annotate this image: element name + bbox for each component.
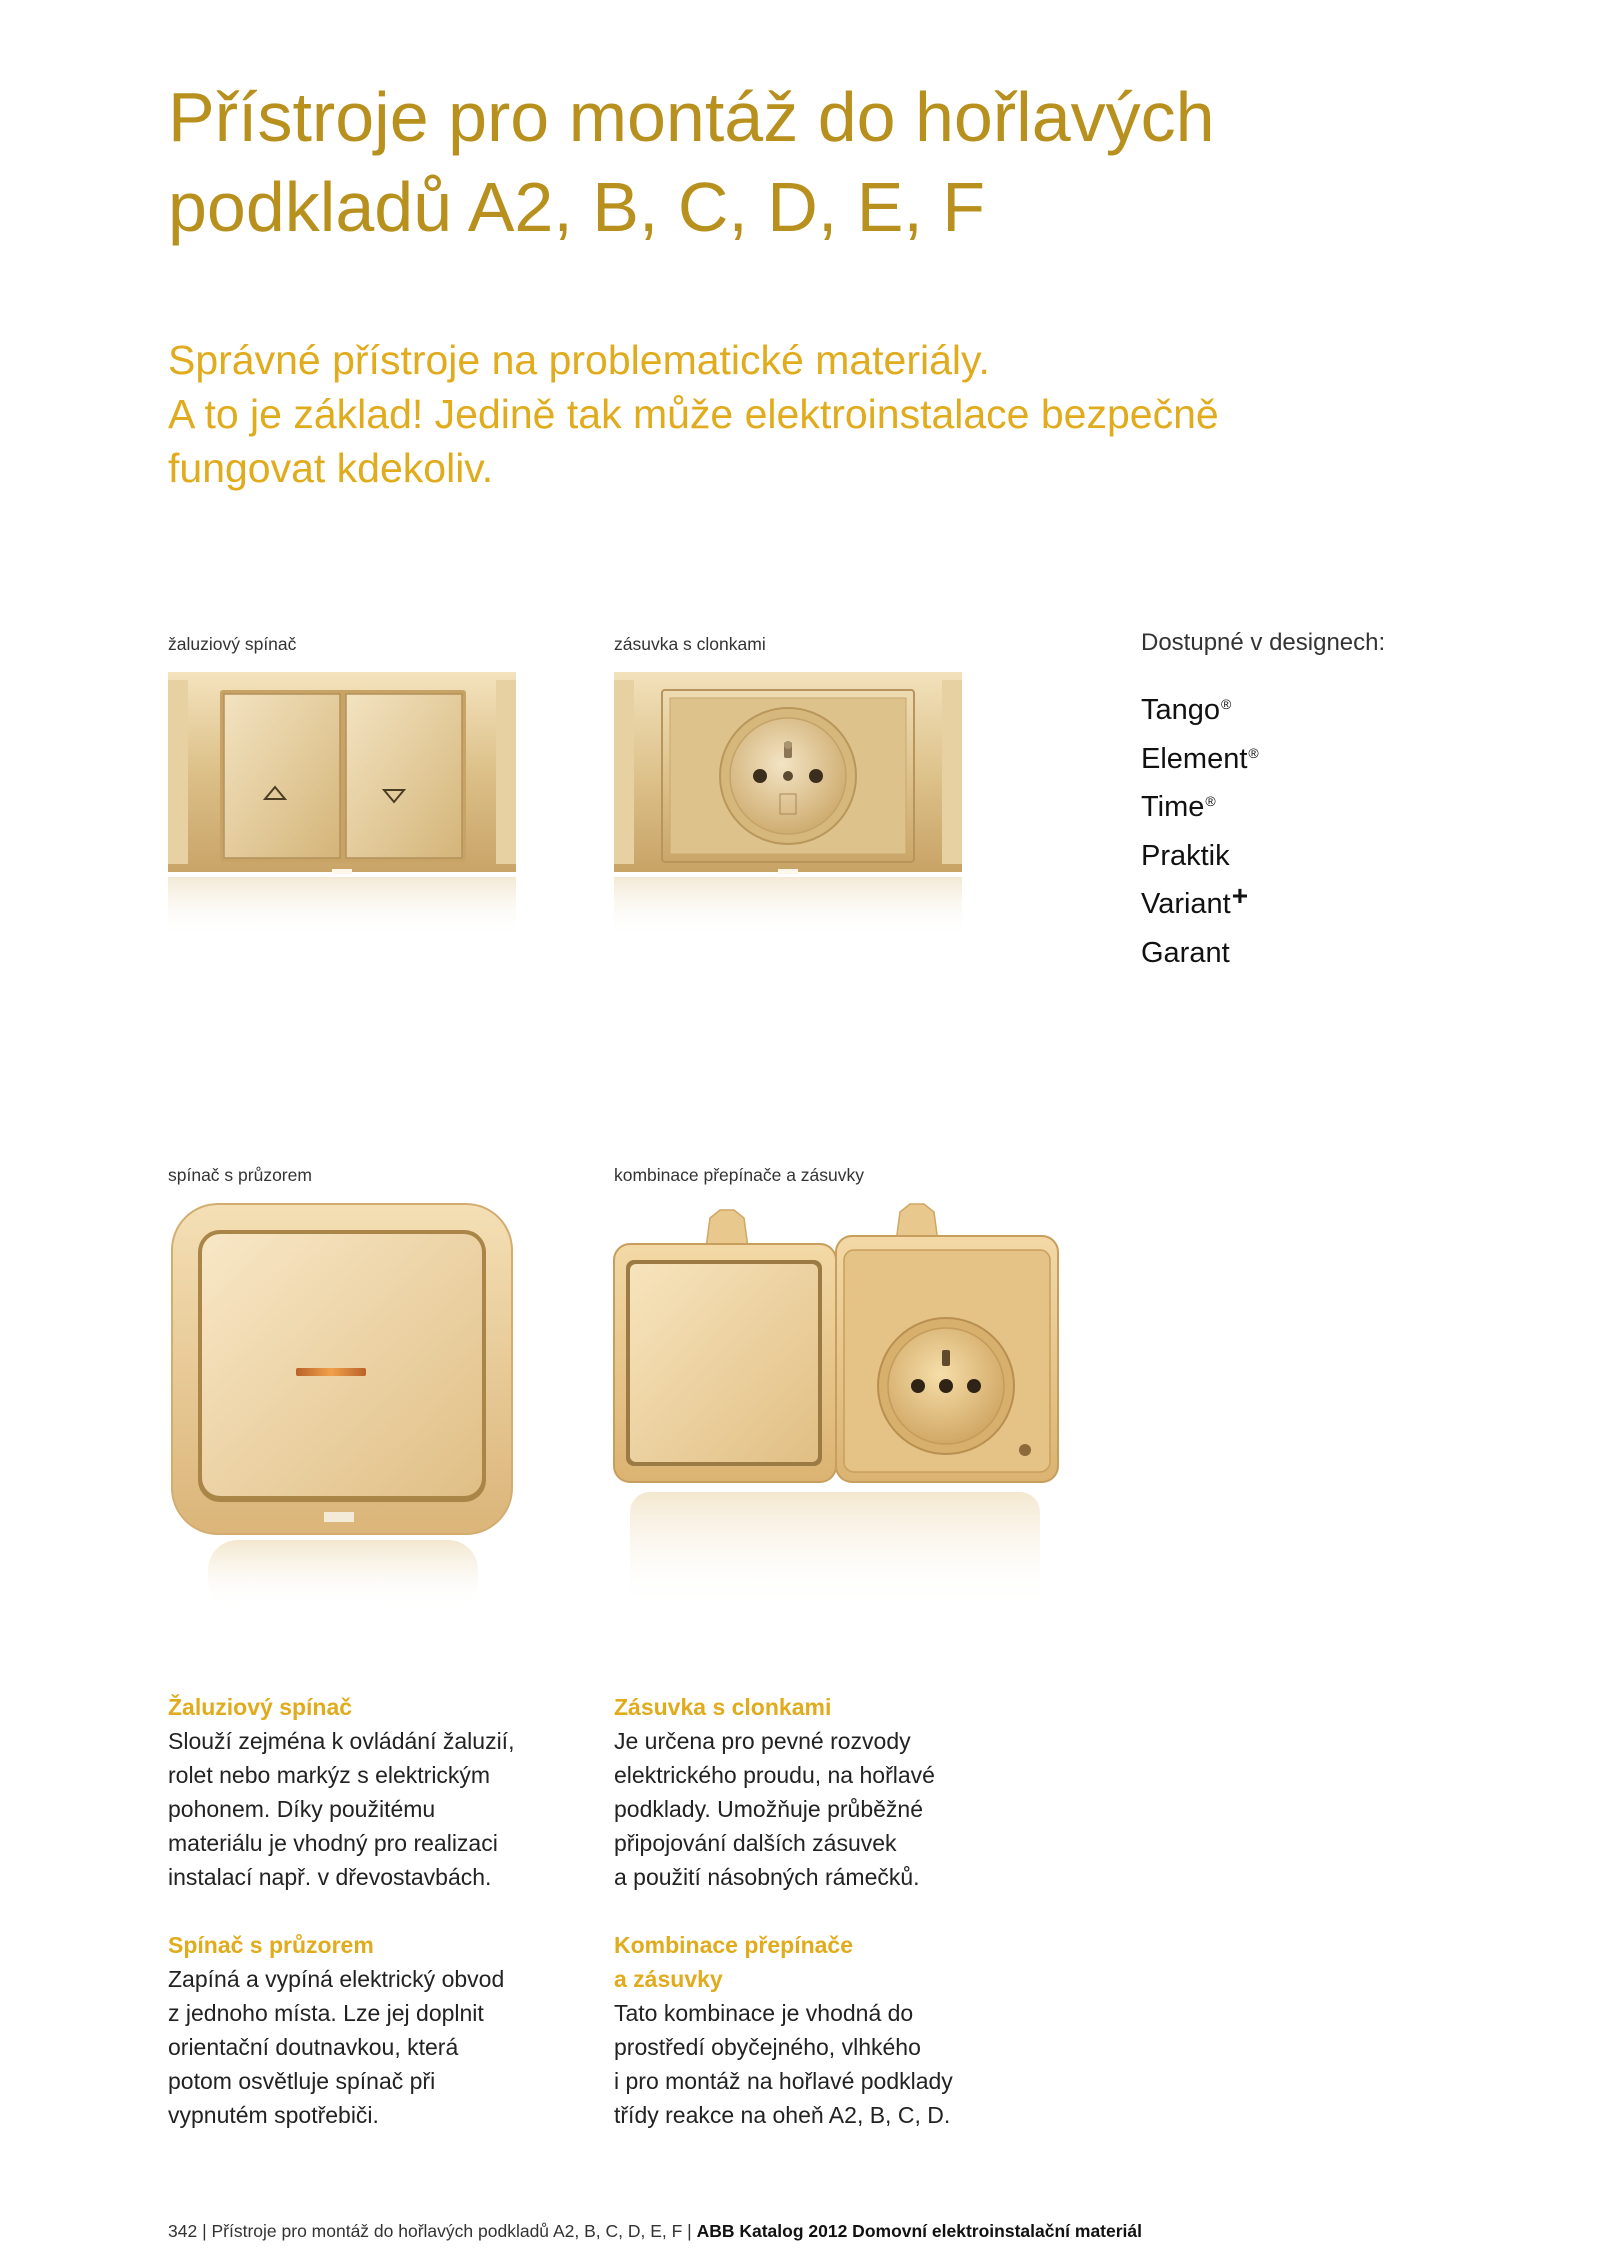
description-line: prostředí obyčejného, vlhkého [614,2034,921,2060]
description-line: Slouží zejména k ovládání žaluzií, [168,1728,515,1754]
page-title [168,72,1468,252]
description-line: materiálu je vhodný pro realizaci [168,1830,498,1856]
title-line: Přístroje pro montáž do hořlavých [168,78,1215,156]
product-caption-blind-switch: žaluziový spínač [168,634,297,654]
blind-switch-image [168,672,516,940]
description-heading [614,1928,974,1996]
description-heading-line: a zásuvky [614,1966,723,1992]
design-mark: + [1231,880,1249,911]
description-heading [614,1690,974,1724]
page-footer [168,2221,1142,2242]
page-number: 342 [168,2221,198,2241]
footer-section: Přístroje pro montáž do hořlavých podkladů A2, B, C, D, E, F [211,2221,683,2241]
description-switch-indicator [168,1928,528,2132]
design-name: Garant [1141,936,1230,969]
description-body [614,1724,974,1894]
description-line: elektrického proudu, na hořlavé [614,1762,935,1788]
description-line: třídy reakce na oheň A2, B, C, D. [614,2102,951,2128]
switch-socket-combo-image [610,1200,1060,1610]
page-subtitle [168,333,1468,495]
design-item [1141,832,1385,881]
switch-indicator-image [168,1200,516,1610]
description-line: pohonem. Díky použitému [168,1796,436,1822]
design-name: Praktik [1141,839,1230,872]
description-body [168,1724,528,1894]
design-name: Variant [1141,888,1231,920]
description-line: připojování dalších zásuvek [614,1830,897,1856]
design-name: Time [1141,791,1205,823]
design-item [1141,929,1385,978]
footer-catalog: ABB Katalog 2012 Domovní elektroinstalační materiál [696,2221,1142,2241]
design-item [1141,783,1385,832]
design-item [1141,880,1385,929]
description-line: Zapíná a vypíná elektrický obvod [168,1966,505,1992]
design-mark: ® [1248,744,1259,761]
description-line: i pro montáž na hořlavé podklady [614,2068,953,2094]
description-line: orientační doutnavkou, která [168,2034,459,2060]
description-line: a použití násobných rámečků. [614,1864,920,1890]
description-line: potom osvětluje spínač při [168,2068,436,2094]
product-caption-socket-shutters: zásuvka s clonkami [614,634,766,654]
designs-heading: Dostupné v designech: [1141,629,1386,656]
description-socket-shutters [614,1690,974,1894]
socket-shutters-image [614,672,962,940]
title-line: podkladů A2, B, C, D, E, F [168,168,986,246]
design-item [1141,735,1385,784]
footer-separator: | [687,2221,697,2241]
design-item [1141,686,1385,735]
subtitle-line: fungovat kdekoliv. [168,445,494,491]
description-switch-socket-combo [614,1928,974,2132]
description-line: z jednoho místa. Lze jej doplnit [168,2000,484,2026]
description-line: instalací např. v dřevostavbách. [168,1864,492,1890]
design-mark: ® [1221,696,1232,712]
designs-list [1141,686,1385,977]
description-line: podklady. Umožňuje průběžné [614,1796,923,1822]
subtitle-line: A to je základ! Jedině tak může elektroinstalace bezpečně [168,391,1219,437]
description-body [614,1996,974,2132]
subtitle-line: Správné přístroje na problematické materiály. [168,337,990,383]
design-name: Element [1141,742,1248,775]
description-heading-line: Kombinace přepínače [614,1932,854,1958]
description-line: rolet nebo markýz s elektrickým [168,1762,491,1788]
description-line: Je určena pro pevné rozvody [614,1728,911,1754]
description-line: vypnutém spotřebiči. [168,2102,379,2128]
description-line: Tato kombinace je vhodná do [614,2000,914,2026]
description-heading-line: Zásuvka s clonkami [614,1694,832,1720]
description-body [168,1962,528,2132]
product-caption-switch-indicator: spínač s průzorem [168,1165,312,1185]
description-heading [168,1690,528,1724]
description-heading-line: Spínač s průzorem [168,1932,374,1958]
product-caption-switch-socket-combo: kombinace přepínače a zásuvky [614,1165,864,1185]
description-heading-line: Žaluziový spínač [168,1694,353,1720]
footer-separator: | [202,2221,212,2241]
design-name: Tango [1141,694,1221,726]
description-blind-switch [168,1690,528,1894]
description-heading [168,1928,528,1962]
design-mark: ® [1205,793,1216,809]
designs-panel [1141,628,1385,977]
